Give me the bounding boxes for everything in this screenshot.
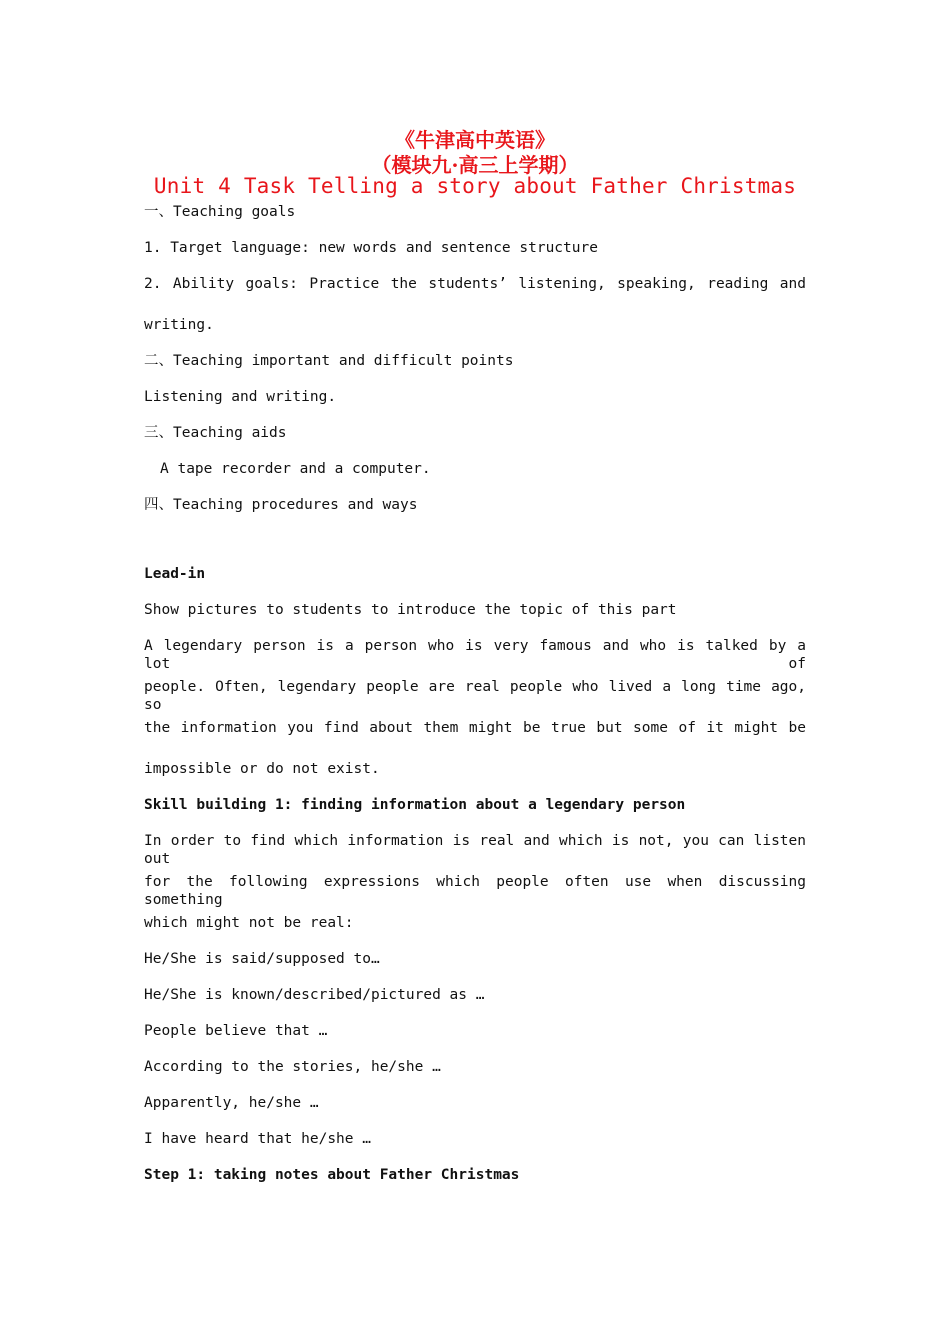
points-heading: 二、Teaching important and difficult points xyxy=(144,353,514,369)
expression-item: He/She is known/described/pictured as … xyxy=(144,987,485,1003)
document-title-module: （模块九·高三上学期） xyxy=(371,153,579,177)
expression-item: Apparently, he/she … xyxy=(144,1095,319,1111)
expression-item: He/She is said/supposed to… xyxy=(144,951,380,967)
goal-ability-line2: writing. xyxy=(144,317,214,333)
skill-paragraph-line2: for the following expressions which people often use when discussing something xyxy=(144,874,806,908)
skill-paragraph-line1: In order to find which information is real and which is not, you can listen out xyxy=(144,833,806,867)
expression-item: I have heard that he/she … xyxy=(144,1131,371,1147)
goal-ability-line1: 2. Ability goals: Practice the students’ listening, speaking, reading and xyxy=(144,276,806,292)
aids-heading: 三、Teaching aids xyxy=(144,425,287,441)
step1-heading: Step 1: taking notes about Father Christmas xyxy=(144,1167,520,1183)
leadin-heading: Lead-in xyxy=(144,566,206,582)
leadin-paragraph-line3: the information you find about them might be true but some of it might be xyxy=(144,720,806,736)
goal-target-language: 1. Target language: new words and sentence structure xyxy=(144,240,598,256)
document-title-unit: Unit 4 Task Telling a story about Father Christmas xyxy=(153,174,797,198)
leadin-intro: Show pictures to students to introduce the topic of this part xyxy=(144,602,677,618)
expression-item: According to the stories, he/she … xyxy=(144,1059,441,1075)
aids-body: A tape recorder and a computer. xyxy=(160,461,431,477)
procedures-heading: 四、Teaching procedures and ways xyxy=(144,497,418,513)
skill-paragraph-line3: which might not be real: xyxy=(144,915,354,931)
expression-item: People believe that … xyxy=(144,1023,328,1039)
leadin-paragraph-line1: A legendary person is a person who is very famous and who is talked by a lot of xyxy=(144,638,806,672)
document-title-book: 《牛津高中英语》 xyxy=(395,128,555,152)
goals-heading: 一、Teaching goals xyxy=(144,204,296,220)
leadin-paragraph-line4: impossible or do not exist. xyxy=(144,761,380,777)
leadin-paragraph-line2: people. Often, legendary people are real people who lived a long time ago, so xyxy=(144,679,806,713)
skill-heading: Skill building 1: finding information about a legendary person xyxy=(144,797,686,813)
points-body: Listening and writing. xyxy=(144,389,337,405)
